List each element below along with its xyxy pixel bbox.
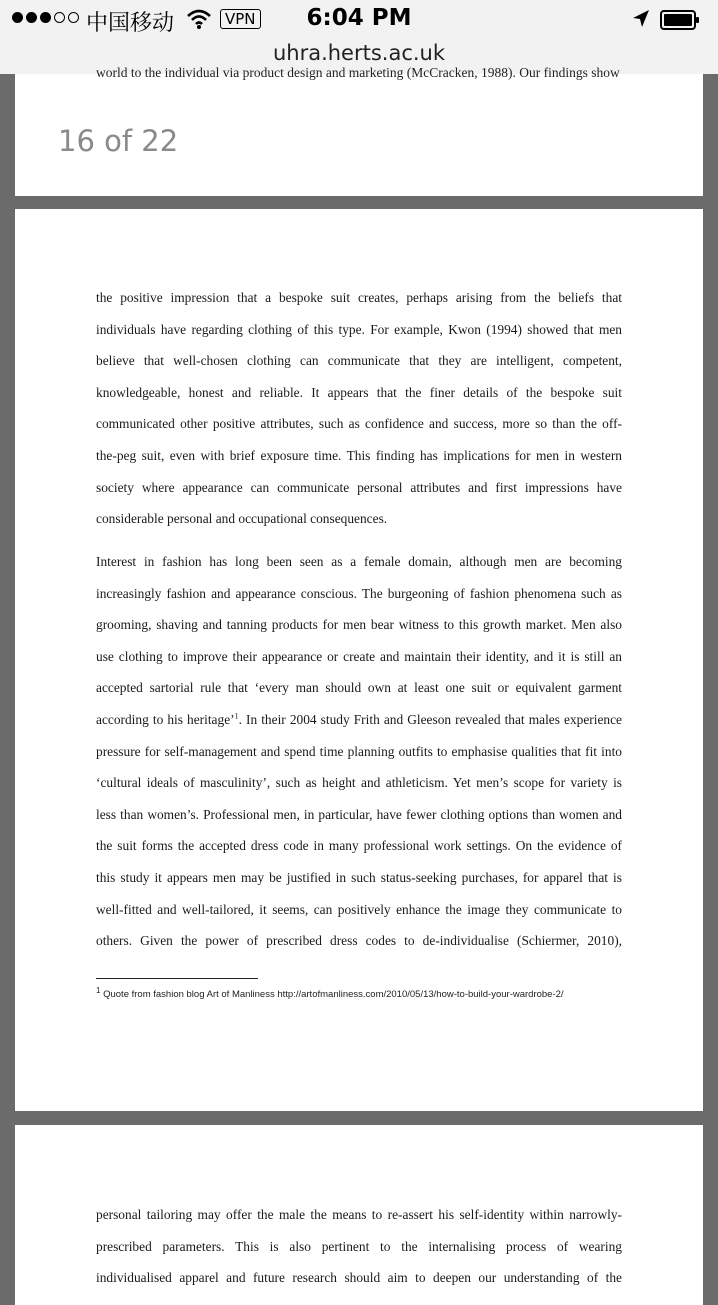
clipped-text-line: world to the individual via product design and marketing (McCracken, 1988). Our findings show [96,65,620,80]
text-segment: . In their 2004 study Frith and Gleeson revealed that males experience [238,711,622,727]
paragraph-next [96,1199,622,1294]
text-line: communicated other positive attributes, such as confidence and success, more so than the off- [96,416,622,432]
vpn-badge: VPN [220,9,261,29]
text-line: the suit forms the accepted dress code in many professional work settings. On the evidence of [96,838,622,854]
text-line: increasingly fashion and appearance conscious. The burgeoning of fashion phenomena such as [96,585,622,601]
text-segment: according to his heritage’ [96,711,235,727]
pdf-page-next [15,1125,703,1305]
text-line: others. Given the power of prescribed dress codes to de-individualise (Schiermer, 2010), [96,933,622,949]
text-line: considerable personal and occupational consequences. [96,511,388,527]
text-line: individualised apparel and future research should aim to deepen our understanding of the [96,1270,622,1286]
text-line: well-fitted and well-tailored, it seems, can positively enhance the image they communicate to [96,901,622,917]
text-line: this study it appears men may be justified in such status-seeking purchases, for apparel that is [96,869,622,885]
text-line-with-footnote-ref [96,704,622,736]
text-line: the positive impression that a bespoke suit creates, perhaps arising from the beliefs that [96,290,622,305]
footnote-text[interactable]: Quote from fashion blog Art of Manliness http://artofmanliness.com/2010/05/13/how-to-build-your-wardrobe-2/ [103,989,564,1000]
url-text: uhra.herts.ac.uk [272,41,446,65]
pdf-page-previous [15,65,703,196]
text-line: society where appearance can communicate personal attributes and first impressions have [96,479,622,495]
text-line: the-peg suit, even with brief exposure time. This finding has implications for men in western [96,447,622,463]
battery-icon [660,10,700,30]
footnote-reference[interactable]: 1 [234,711,239,721]
text-line: personal tailoring may offer the male the means to re-assert his self-identity within narrowly- [96,1207,622,1222]
text-line: grooming, shaving and tanning products for men bear witness to this growth market. Men also [96,617,622,633]
text-line: use clothing to improve their appearance or create and maintain their identity, and it is still an [96,648,622,664]
text-line: knowledgeable, honest and reliable. It appears that the finer details of the bespoke suit [96,384,622,400]
footnote [96,987,622,1003]
text-line: less than women’s. Professional men, in particular, have fewer clothing options than women and [96,806,622,822]
paragraph-1 [96,282,622,535]
text-line: pressure for self-management and spend time planning outfits to emphasise qualities that fit into [96,743,622,759]
text-line: accepted sartorial rule that ‘every man should own at least one suit or equivalent garment [96,680,622,696]
text-line: ‘cultural ideals of masculinity’, such as height and athleticism. Yet men’s scope for variety is [96,775,622,791]
page-indicator: 16 of 22 [58,124,179,158]
text-line: believe that well-chosen clothing can communicate that they are intelligent, competent, [96,353,622,369]
carrier-name: 中国移动 [86,11,175,36]
text-line: Interest in fashion has long been seen as a female domain, although men are becoming [96,554,622,569]
pdf-page-current [15,209,703,1111]
text-line: individuals have regarding clothing of this type. For example, Kwon (1994) showed that men [96,321,622,337]
status-time: 6:04 PM [306,5,412,31]
text-line: prescribed parameters. This is also pertinent to the internalising process of wearing [96,1238,622,1254]
footnote-number: 1 [96,985,101,995]
paragraph-2 [96,546,622,957]
status-bar [0,0,718,40]
footnote-divider [96,978,258,979]
location-arrow-icon [632,9,650,33]
